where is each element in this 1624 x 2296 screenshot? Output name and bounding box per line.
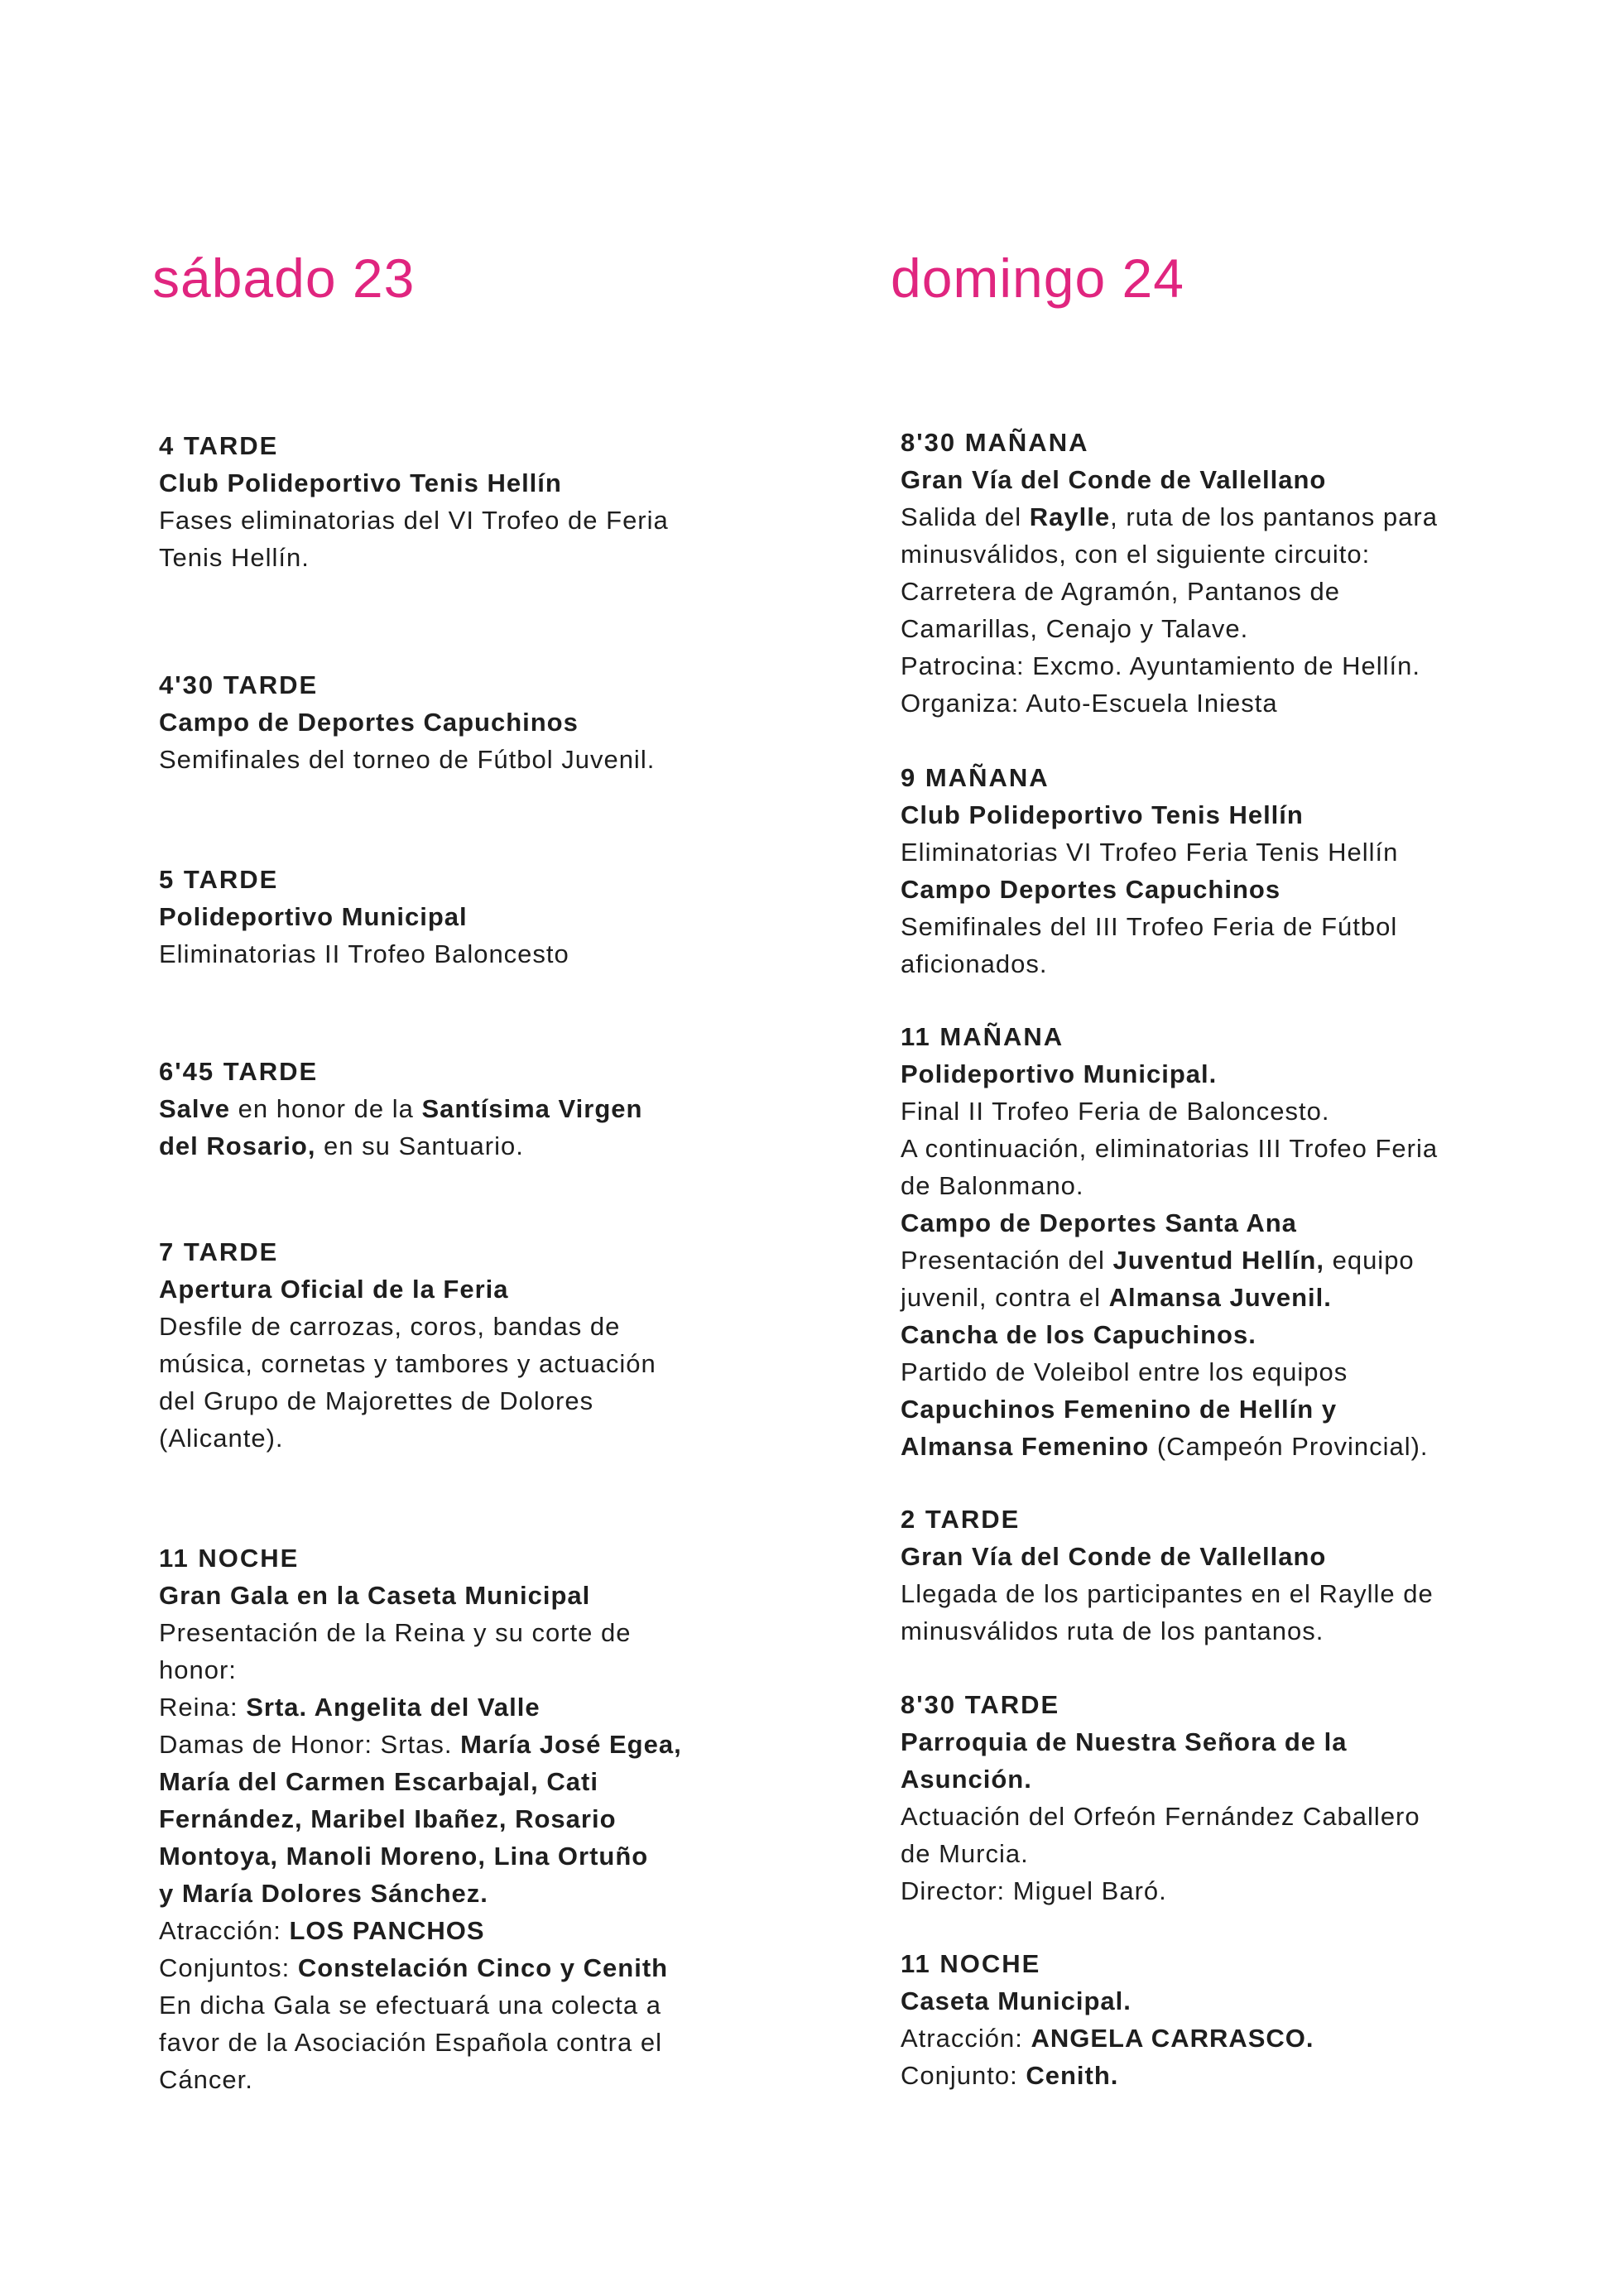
atraccion-name: LOS PANCHOS [289, 1916, 485, 1945]
sat-event-430-tarde [159, 666, 788, 778]
event-venue: Polideportivo Municipal [159, 902, 468, 931]
event-venue: Club Polideportivo Tenis Hellín [901, 800, 1304, 829]
conjunto-label: Conjunto: [901, 2061, 1026, 2090]
sun-event-11-noche [901, 1945, 1579, 2094]
event-line: Eliminatorias VI Trofeo Feria Tenis Hellín [901, 838, 1399, 867]
event-line: En dicha Gala se efectuará una colecta a [159, 1991, 661, 2020]
salida-text: Salida del [901, 502, 1030, 531]
event-line: Final II Trofeo Feria de Baloncesto. [901, 1097, 1330, 1126]
sun-event-830-tarde [901, 1686, 1579, 1909]
event-line: Camarillas, Cenajo y Talave. [901, 614, 1249, 643]
damas-names: Montoya, Manoli Moreno, Lina Ortuño [159, 1842, 649, 1871]
event-venue: Caseta Municipal. [901, 1986, 1132, 2015]
event-line: de Balonmano. [901, 1171, 1084, 1200]
event-line: Eliminatorias II Trofeo Baloncesto [159, 939, 569, 968]
event-line [901, 498, 1579, 536]
sun-event-2-tarde [901, 1501, 1579, 1650]
event-line: Presentación de la Reina y su corte de [159, 1618, 632, 1647]
saturday-title: sábado 23 [152, 247, 416, 309]
event-line: honor: [159, 1655, 237, 1684]
capuchinos-femenino: Capuchinos Femenino de Hellín y [901, 1395, 1338, 1424]
event-venue: Polideportivo Municipal. [901, 1059, 1218, 1088]
juvenil-text: juvenil, contra el [901, 1283, 1109, 1312]
event-time: 7 TARDE [159, 1237, 279, 1266]
event-line: Desfile de carrozas, coros, bandas de [159, 1312, 621, 1341]
event-line: Llegada de los participantes en el Raylle de [901, 1579, 1434, 1608]
event-line: Partido de Voleibol entre los equipos [901, 1357, 1348, 1386]
event-time: 11 NOCHE [901, 1949, 1041, 1978]
event-venue: Campo de Deportes Santa Ana [901, 1208, 1297, 1237]
event-time: 5 TARDE [159, 865, 279, 894]
event-time: 11 MAÑANA [901, 1022, 1064, 1051]
event-line: aficionados. [901, 949, 1048, 978]
rosario-bold: del Rosario, [159, 1131, 316, 1160]
event-line: música, cornetas y tambores y actuación [159, 1349, 656, 1378]
event-line: Tenis Hellín. [159, 543, 310, 572]
sat-event-4-tarde [159, 427, 788, 576]
sunday-title: domingo 24 [891, 247, 1184, 309]
event-line [901, 2057, 1579, 2094]
conjuntos-label: Conjuntos: [159, 1953, 298, 1982]
damas-names: Fernández, Maribel Ibañez, Rosario [159, 1804, 617, 1833]
event-time: 2 TARDE [901, 1505, 1021, 1534]
atraccion-label: Atracción: [159, 1916, 290, 1945]
event-time: 9 MAÑANA [901, 763, 1050, 792]
event-line: Semifinales del torneo de Fútbol Juvenil. [159, 745, 656, 774]
almansa-juvenil-bold: Almansa Juvenil. [1108, 1283, 1332, 1312]
event-time: 11 NOCHE [159, 1544, 300, 1573]
event-line: favor de la Asociación Española contra el [159, 2028, 662, 2057]
event-line: Fases eliminatorias del VI Trofeo de Feria [159, 506, 669, 535]
event-line: Director: Miguel Baró. [901, 1876, 1167, 1905]
event-line: Organiza: Auto-Escuela Iniesta [901, 689, 1278, 718]
damas-names: y María Dolores Sánchez. [159, 1879, 488, 1908]
sat-event-11-noche [159, 1539, 788, 2098]
event-line [159, 1090, 788, 1127]
event-venue: Cancha de los Capuchinos. [901, 1320, 1256, 1349]
ruta-text: , ruta de los pantanos para [1110, 502, 1438, 531]
event-time: 8'30 MAÑANA [901, 428, 1089, 457]
event-time: 4 TARDE [159, 431, 279, 460]
event-time: 8'30 TARDE [901, 1690, 1060, 1719]
event-line [159, 1912, 788, 1949]
santuario-text: en su Santuario. [315, 1131, 524, 1160]
sun-event-11-manana [901, 1018, 1579, 1465]
event-line: (Alicante). [159, 1424, 284, 1453]
reina-name: Srta. Angelita del Valle [246, 1693, 541, 1722]
event-line: minusválidos, con el siguiente circuito: [901, 540, 1371, 569]
event-venue: Campo de Deportes Capuchinos [159, 708, 579, 737]
event-line [901, 1428, 1579, 1465]
virgen-bold: Santísima Virgen [421, 1094, 643, 1123]
event-line: Cáncer. [159, 2065, 253, 2094]
reina-label: Reina: [159, 1693, 247, 1722]
event-line: Actuación del Orfeón Fernández Caballero [901, 1802, 1420, 1831]
conjunto-name: Cenith. [1026, 2061, 1119, 2090]
event-venue: Asunción. [901, 1765, 1032, 1794]
sat-event-645-tarde [159, 1053, 788, 1165]
sun-event-830-manana [901, 424, 1579, 722]
event-line: de Murcia. [901, 1839, 1029, 1868]
event-line: minusválidos ruta de los pantanos. [901, 1616, 1324, 1645]
almansa-femenino-bold: Almansa Femenino [901, 1432, 1150, 1461]
event-line [159, 1127, 788, 1165]
damas-label: Damas de Honor: Srtas. [159, 1730, 461, 1759]
event-line [901, 1242, 1579, 1279]
event-line: Patrocina: Excmo. Ayuntamiento de Hellín. [901, 651, 1421, 680]
conjuntos-name: Constelación Cinco y Cenith [297, 1953, 669, 1982]
event-line [159, 1726, 788, 1763]
equipo-text: equipo [1324, 1246, 1415, 1275]
event-line [901, 2020, 1579, 2057]
event-line: A continuación, eliminatorias III Trofeo Feria [901, 1134, 1439, 1163]
atraccion-name: ANGELA CARRASCO. [1031, 2024, 1314, 2053]
event-venue: Campo Deportes Capuchinos [901, 875, 1281, 904]
salve-bold: Salve [159, 1094, 231, 1123]
sat-event-7-tarde [159, 1233, 788, 1457]
damas-names: María José Egea, [460, 1730, 682, 1759]
damas-names: María del Carmen Escarbajal, Cati [159, 1767, 598, 1796]
atraccion-label: Atracción: [901, 2024, 1031, 2053]
event-line: Semifinales del III Trofeo Feria de Fútbol [901, 912, 1398, 941]
event-line [901, 1279, 1579, 1316]
raylle-bold: Raylle [1029, 502, 1111, 531]
event-line [159, 1688, 788, 1726]
event-time: 6'45 TARDE [159, 1057, 319, 1086]
event-venue: Parroquia de Nuestra Señora de la [901, 1727, 1348, 1756]
event-line: del Grupo de Majorettes de Dolores [159, 1386, 594, 1415]
event-venue: Gran Gala en la Caseta Municipal [159, 1581, 591, 1610]
event-line [159, 1949, 788, 1986]
presentacion-text: Presentación del [901, 1246, 1113, 1275]
campeon-text: (Campeón Provincial). [1149, 1432, 1429, 1461]
juventud-bold: Juventud Hellín, [1112, 1246, 1324, 1275]
event-venue: Club Polideportivo Tenis Hellín [159, 468, 562, 497]
event-venue: Gran Vía del Conde de Vallellano [901, 465, 1327, 494]
salve-mid: en honor de la [230, 1094, 422, 1123]
event-venue: Gran Vía del Conde de Vallellano [901, 1542, 1327, 1571]
event-line: Carretera de Agramón, Pantanos de [901, 577, 1341, 606]
sun-event-9-manana [901, 759, 1579, 982]
sat-event-5-tarde [159, 861, 788, 973]
event-venue: Apertura Oficial de la Feria [159, 1275, 509, 1304]
event-time: 4'30 TARDE [159, 670, 319, 699]
